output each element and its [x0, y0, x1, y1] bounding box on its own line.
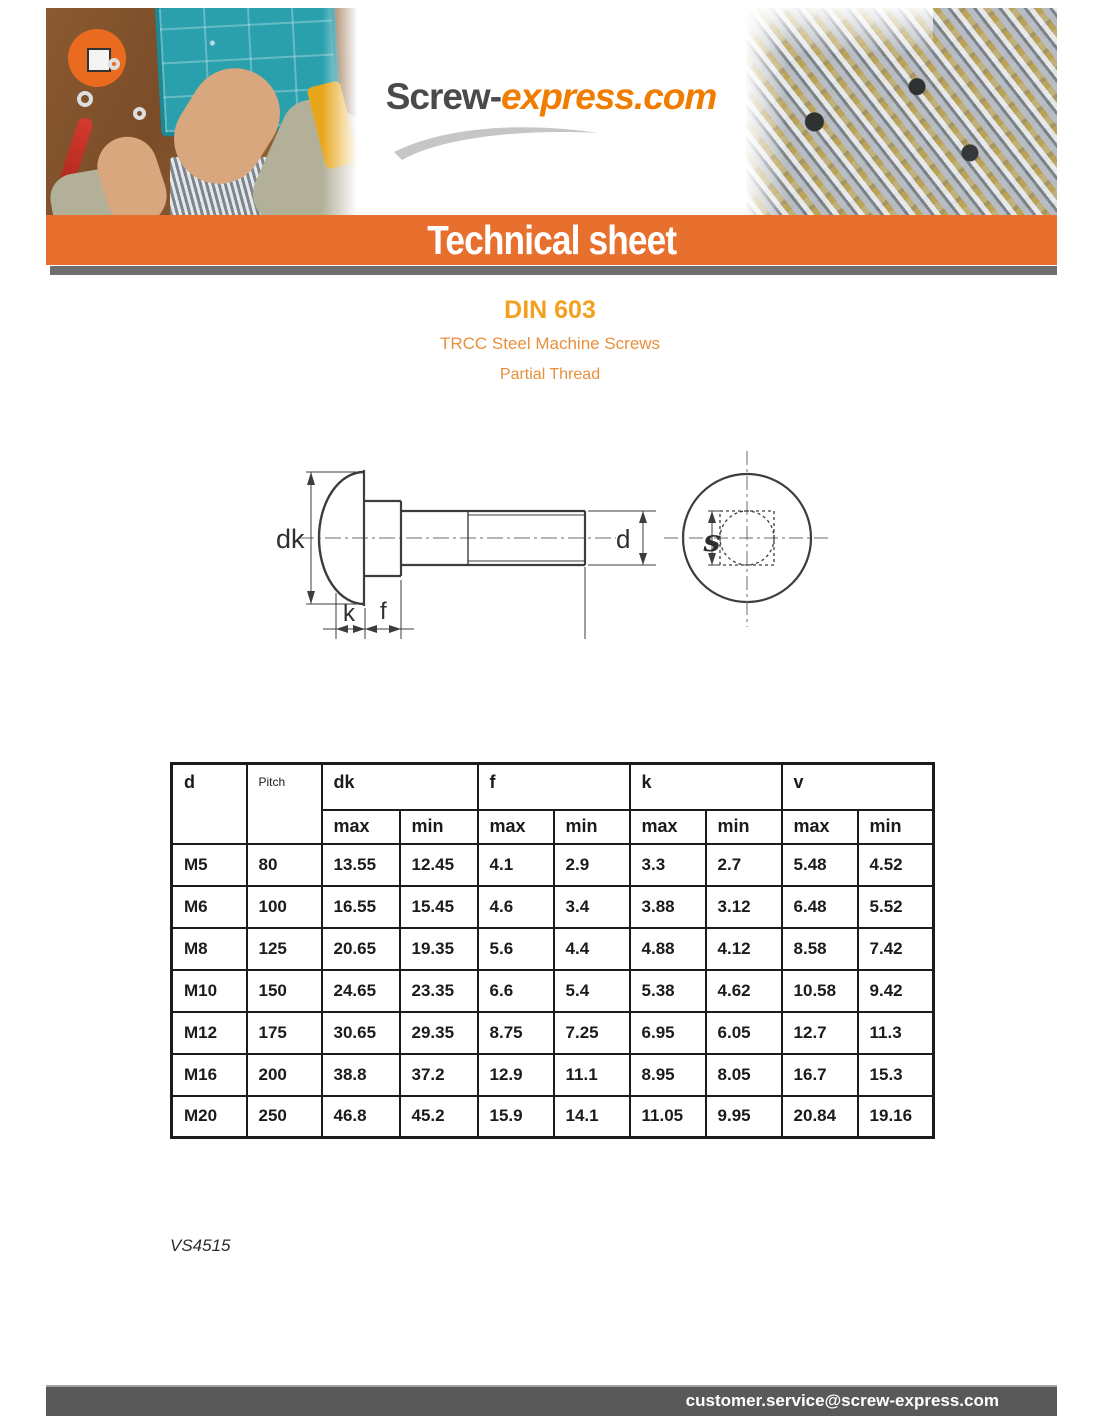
table-header-row: [172, 764, 934, 810]
cell-value: 9.95: [706, 1096, 782, 1138]
cell-value: 9.42: [858, 970, 934, 1012]
cell-value: 4.4: [554, 928, 630, 970]
cell-value: 7.25: [554, 1012, 630, 1054]
header-photo-workbench: [46, 8, 356, 215]
subheader-max: max: [630, 810, 706, 844]
cell-value: 6.6: [478, 970, 554, 1012]
cell-value: 4.1: [478, 844, 554, 886]
cell-size: M16: [172, 1054, 247, 1096]
dim-label-f: f: [380, 598, 387, 625]
col-group-f: f: [478, 764, 630, 810]
cell-value: 19.16: [858, 1096, 934, 1138]
cell-pitch: 125: [247, 928, 322, 970]
dim-label-k: k: [343, 600, 355, 627]
cell-size: M8: [172, 928, 247, 970]
table-row: [172, 886, 934, 928]
cell-value: 6.95: [630, 1012, 706, 1054]
cell-value: 8.58: [782, 928, 858, 970]
table-row: [172, 1096, 934, 1138]
cell-pitch: 200: [247, 1054, 322, 1096]
table-row: [172, 970, 934, 1012]
cell-value: 46.8: [322, 1096, 400, 1138]
cell-value: 5.48: [782, 844, 858, 886]
subheader-min: min: [400, 810, 478, 844]
subheader-min: min: [858, 810, 934, 844]
cell-value: 12.7: [782, 1012, 858, 1054]
cell-value: 30.65: [322, 1012, 400, 1054]
cell-value: 11.3: [858, 1012, 934, 1054]
product-subtitle: TRCC Steel Machine Screws: [439, 334, 661, 353]
washer-graphic: [108, 58, 120, 70]
footer-email: customer.service@screw-express.com: [685, 1391, 999, 1410]
reference-code: VS4515: [170, 1236, 231, 1255]
cell-value: 11.1: [554, 1054, 630, 1096]
col-header-pitch: Pitch: [247, 764, 322, 844]
cell-pitch: 250: [247, 1096, 322, 1138]
photo-fade: [322, 8, 356, 215]
table-row: [172, 1012, 934, 1054]
logo-prefix: Screw-: [385, 76, 502, 117]
banner: [46, 215, 1057, 265]
washer-graphic: [133, 107, 146, 120]
cell-value: 3.88: [630, 886, 706, 928]
table-row: [172, 844, 934, 886]
cell-value: 5.4: [554, 970, 630, 1012]
subheader-max: max: [478, 810, 554, 844]
cell-pitch: 150: [247, 970, 322, 1012]
cell-value: 14.1: [554, 1096, 630, 1138]
cell-value: 6.48: [782, 886, 858, 928]
cell-size: M12: [172, 1012, 247, 1054]
cell-value: 20.84: [782, 1096, 858, 1138]
dim-label-d: d: [616, 524, 631, 554]
table-row: [172, 1054, 934, 1096]
header-photo-screw-pile: [746, 8, 1057, 215]
cell-value: 45.2: [400, 1096, 478, 1138]
bolt-technical-drawing: [268, 443, 840, 658]
cell-value: 37.2: [400, 1054, 478, 1096]
logo-suffix: express.com: [501, 76, 717, 117]
spec-table-body: [172, 844, 934, 1138]
cell-value: 11.05: [630, 1096, 706, 1138]
spec-table: [170, 762, 935, 1139]
washer-graphic: [77, 91, 93, 107]
col-group-dk: dk: [322, 764, 478, 810]
cell-value: 12.45: [400, 844, 478, 886]
cell-value: 20.65: [322, 928, 400, 970]
banner-title: Technical sheet: [426, 217, 677, 263]
cell-value: 2.7: [706, 844, 782, 886]
cell-size: M6: [172, 886, 247, 928]
cell-value: 13.55: [322, 844, 400, 886]
banner-underline: [50, 266, 1057, 275]
cell-value: 4.52: [858, 844, 934, 886]
cell-value: 16.55: [322, 886, 400, 928]
tape-measure-graphic: [68, 29, 126, 87]
photo-fade: [746, 8, 933, 54]
cell-size: M20: [172, 1096, 247, 1138]
cell-value: 3.3: [630, 844, 706, 886]
cell-value: 15.45: [400, 886, 478, 928]
footer-bar: [46, 1385, 1057, 1416]
col-group-v: v: [782, 764, 934, 810]
cell-value: 5.38: [630, 970, 706, 1012]
cell-value: 4.12: [706, 928, 782, 970]
thread-subtitle: Partial Thread: [499, 366, 601, 383]
cell-value: 16.7: [782, 1054, 858, 1096]
subheader-min: min: [706, 810, 782, 844]
cell-pitch: 80: [247, 844, 322, 886]
cell-value: 38.8: [322, 1054, 400, 1096]
cell-value: 10.58: [782, 970, 858, 1012]
cell-value: 24.65: [322, 970, 400, 1012]
col-group-k: k: [630, 764, 782, 810]
cell-value: 5.52: [858, 886, 934, 928]
cell-value: 15.3: [858, 1054, 934, 1096]
cell-value: 12.9: [478, 1054, 554, 1096]
cell-size: M10: [172, 970, 247, 1012]
standard-title: DIN 603: [504, 296, 596, 324]
cell-value: 7.42: [858, 928, 934, 970]
logo-text: [356, 76, 746, 118]
cell-value: 5.6: [478, 928, 554, 970]
cell-value: 23.35: [400, 970, 478, 1012]
cell-pitch: 175: [247, 1012, 322, 1054]
subheader-min: min: [554, 810, 630, 844]
cell-value: 4.6: [478, 886, 554, 928]
subheader-max: max: [322, 810, 400, 844]
cell-value: 15.9: [478, 1096, 554, 1138]
cell-value: 4.62: [706, 970, 782, 1012]
cell-value: 8.95: [630, 1054, 706, 1096]
cell-value: 3.12: [706, 886, 782, 928]
cell-value: 8.05: [706, 1054, 782, 1096]
dim-label-s: s: [703, 524, 721, 559]
logo: [356, 8, 746, 215]
cell-size: M5: [172, 844, 247, 886]
logo-swoosh-icon: [384, 120, 614, 164]
cell-value: 3.4: [554, 886, 630, 928]
table-row: [172, 928, 934, 970]
cell-value: 29.35: [400, 1012, 478, 1054]
cell-value: 2.9: [554, 844, 630, 886]
cell-value: 4.88: [630, 928, 706, 970]
col-header-d: d: [172, 764, 247, 844]
cell-pitch: 100: [247, 886, 322, 928]
cell-value: 6.05: [706, 1012, 782, 1054]
cell-value: 19.35: [400, 928, 478, 970]
subheader-max: max: [782, 810, 858, 844]
cell-value: 8.75: [478, 1012, 554, 1054]
dim-label-dk: dk: [276, 524, 305, 554]
